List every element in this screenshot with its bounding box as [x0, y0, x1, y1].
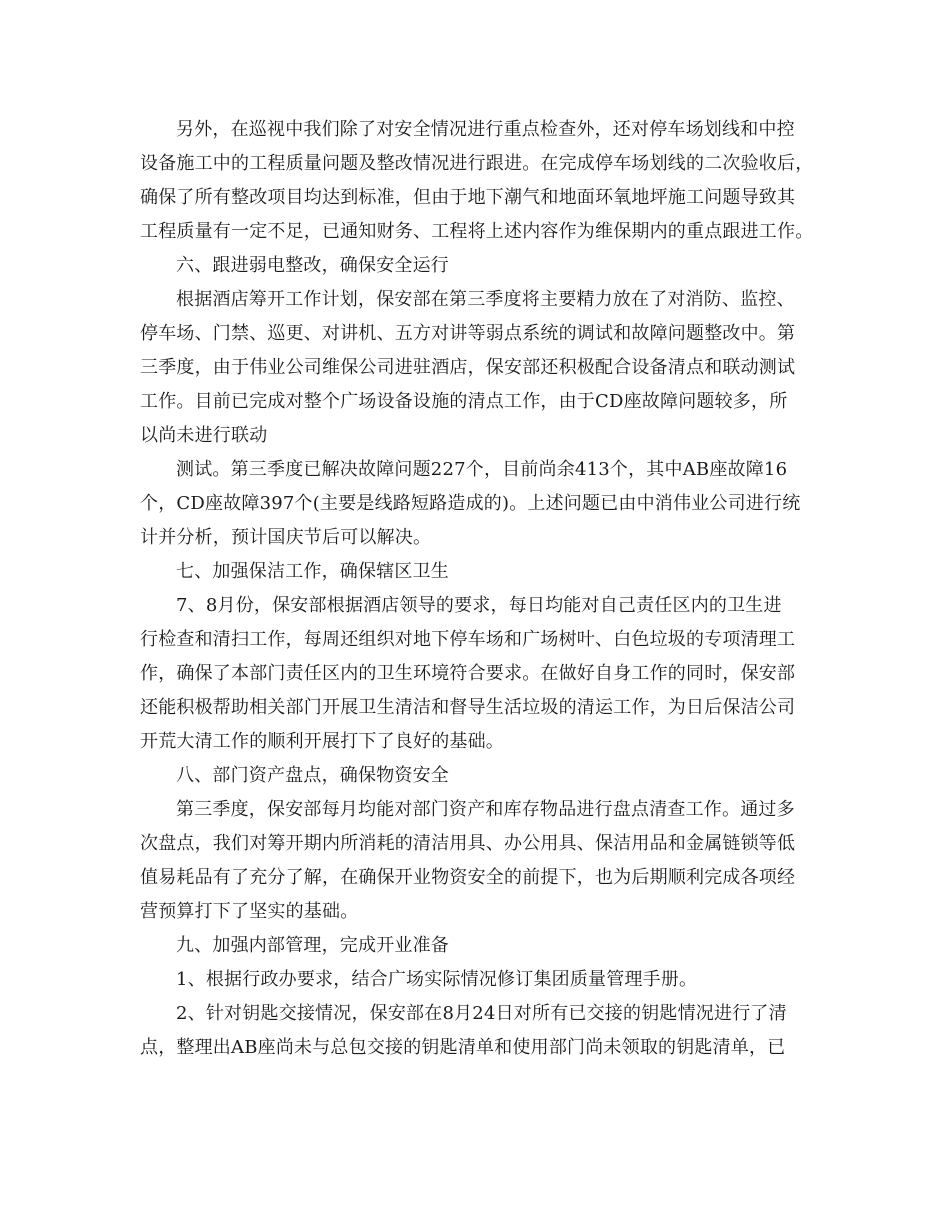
text-line: 八、部门资产盘点，确保物资安全: [176, 765, 449, 786]
text-line: 2、针对钥匙交接情况，保安部在8月24日对所有已交接的钥匙情况进行了清: [176, 1003, 787, 1024]
text-line: 确保了所有整改项目均达到标准，但由于地下潮气和地面环氧地坪施工问题导致其: [140, 187, 796, 208]
text-line: 六、跟进弱电整改，确保安全运行: [176, 255, 449, 276]
document-body: [140, 113, 812, 1065]
text-line: 开荒大清工作的顺利开展打下了良好的基础。: [140, 731, 504, 752]
text-line: 次盘点，我们对筹开期内所消耗的清洁用具、办公用具、保洁用品和金属链锁等低: [140, 833, 796, 854]
text-line: 测试。第三季度已解决故障问题227个，目前尚余413个，其中AB座故障16: [176, 459, 788, 480]
text-line: 九、加强内部管理，完成开业准备: [176, 935, 449, 956]
text-line: 营预算打下了坚实的基础。: [140, 901, 359, 922]
text-line: 行检查和清扫工作，每周还组织对地下停车场和广场树叶、白色垃圾的专项清理工: [140, 629, 796, 650]
text-line: 根据酒店筹开工作计划，保安部在第三季度将主要精力放在了对消防、监控、: [176, 289, 795, 310]
text-line: 作，确保了本部门责任区内的卫生环境符合要求。在做好自身工作的同时，保安部: [140, 663, 796, 684]
text-line: 值易耗品有了充分了解，在确保开业物资安全的前提下，也为后期顺利完成各项经: [140, 867, 796, 888]
text-line: 三季度，由于伟业公司维保公司进驻酒店，保安部还积极配合设备清点和联动测试: [140, 357, 796, 378]
text-line: 还能积极帮助相关部门开展卫生清洁和督导生活垃圾的清运工作，为日后保洁公司: [140, 697, 796, 718]
text-line: 七、加强保洁工作，确保辖区卫生: [176, 561, 449, 582]
text-line: 点，整理出AB座尚未与总包交接的钥匙清单和使用部门尚未领取的钥匙清单，已: [140, 1037, 786, 1058]
text-line: 工作。目前已完成对整个广场设备设施的清点工作，由于CD座故障问题较多，所: [140, 391, 788, 412]
text-line: 个，CD座故障397个(主要是线路短路造成的)。上述问题已由中消伟业公司进行统: [140, 493, 801, 514]
text-line: 另外，在巡视中我们除了对安全情况进行重点检查外，还对停车场划线和中控: [176, 119, 795, 140]
text-line: 1、根据行政办要求，结合广场实际情况修订集团质量管理手册。: [176, 969, 698, 990]
text-line: 以尚未进行联动: [140, 425, 268, 446]
text-line: 设备施工中的工程质量问题及整改情况进行跟进。在完成停车场划线的二次验收后，: [140, 153, 814, 174]
text-line: 计并分析，预计国庆节后可以解决。: [140, 527, 432, 548]
text-line: 第三季度，保安部每月均能对部门资产和库存物品进行盘点清查工作。通过多: [176, 799, 795, 820]
text-line: 工程质量有一定不足，已通知财务、工程将上述内容作为维保期内的重点跟进工作。: [140, 221, 814, 242]
text-line: 7、8月份，保安部根据酒店领导的要求，每日均能对自己责任区内的卫生进: [176, 595, 782, 616]
text-line: 停车场、门禁、巡更、对讲机、五方对讲等弱点系统的调试和故障问题整改中。第: [140, 323, 796, 344]
